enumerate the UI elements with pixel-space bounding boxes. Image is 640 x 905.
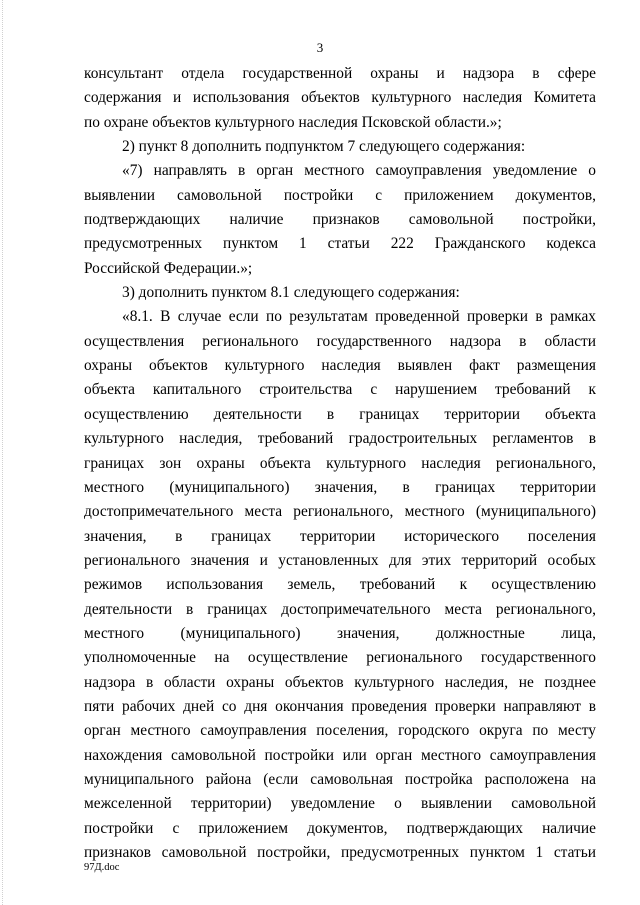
text-line: значения, в границах территории исторического поселения — [84, 527, 596, 545]
text-line: 3) дополнить пунктом 8.1 следующего содержания: — [122, 284, 460, 302]
text-line: признаков самовольной постройки, предусмотренных пунктом 1 статьи — [84, 844, 596, 861]
text-line: осуществления регионального государственного надзора в области — [84, 332, 596, 350]
text-line: объекта капитального строительства с нарушением требований к — [84, 381, 596, 399]
text-line: постройки с приложением документов, подтверждающих наличие — [84, 819, 596, 837]
scan-edge — [2, 0, 4, 905]
text-line: культурного наследия, требований градостроительных регламентов в — [84, 430, 596, 448]
footer-filename: 97Д.doc — [84, 862, 120, 873]
text-line: достопримечательного места регионального, местного (муниципального) — [84, 503, 596, 521]
text-line: Российской Федерации.»; — [84, 259, 253, 277]
text-line: по охране объектов культурного наследия Псковской области.»; — [84, 113, 502, 131]
text-line: пяти рабочих дней со дня окончания проведения проверки направляют в — [84, 697, 596, 715]
page-number: 3 — [316, 40, 324, 55]
text-line: деятельности в границах достопримечательного места регионального, — [84, 600, 596, 618]
text-line: муниципального района (если самовольная постройка расположена на — [84, 770, 596, 788]
text-line: межселенной территории) уведомление о выявлении самовольной — [84, 795, 596, 813]
text-line: регионального значения и установленных для этих территорий особых — [84, 551, 596, 569]
text-line: подтверждающих наличие признаков самовольной постройки, — [84, 211, 596, 229]
text-line: консультант отдела государственной охраны и надзора в сфере — [84, 65, 596, 82]
text-line: предусмотренных пунктом 1 статьи 222 Гражданского кодекса — [84, 235, 596, 253]
text-line: местного (муниципального) значения, в границах территории — [84, 478, 596, 496]
text-line: содержания и использования объектов культурного наследия Комитета — [84, 89, 596, 107]
text-line: выявлении самовольной постройки с приложением документов, — [84, 186, 596, 204]
text-line: надзора в области охраны объектов культурного наследия, не позднее — [84, 673, 596, 691]
text-line: 2) пункт 8 дополнить подпунктом 7 следующего содержания: — [122, 138, 526, 156]
text-line: местного (муниципального) значения, должностные лица, — [84, 624, 596, 642]
document-body — [84, 62, 596, 865]
text-line: охраны объектов культурного наследия выявлен факт размещения — [84, 357, 596, 375]
text-line: осуществлению деятельности в границах территории объекта — [84, 405, 596, 423]
text-line: уполномоченные на осуществление регионального государственного — [84, 649, 596, 667]
text-line: орган местного самоуправления поселения, городского округа по месту — [84, 722, 596, 740]
text-line: режимов использования земель, требований к осуществлению — [84, 576, 596, 594]
text-line: границах зон охраны объекта культурного наследия регионального, — [84, 454, 596, 472]
text-line: «7) направлять в орган местного самоуправления уведомление о — [122, 162, 596, 180]
text-line: нахождения самовольной постройки или орган местного самоуправления — [84, 746, 596, 764]
text-line: «8.1. В случае если по результатам проведенной проверки в рамках — [122, 308, 596, 326]
